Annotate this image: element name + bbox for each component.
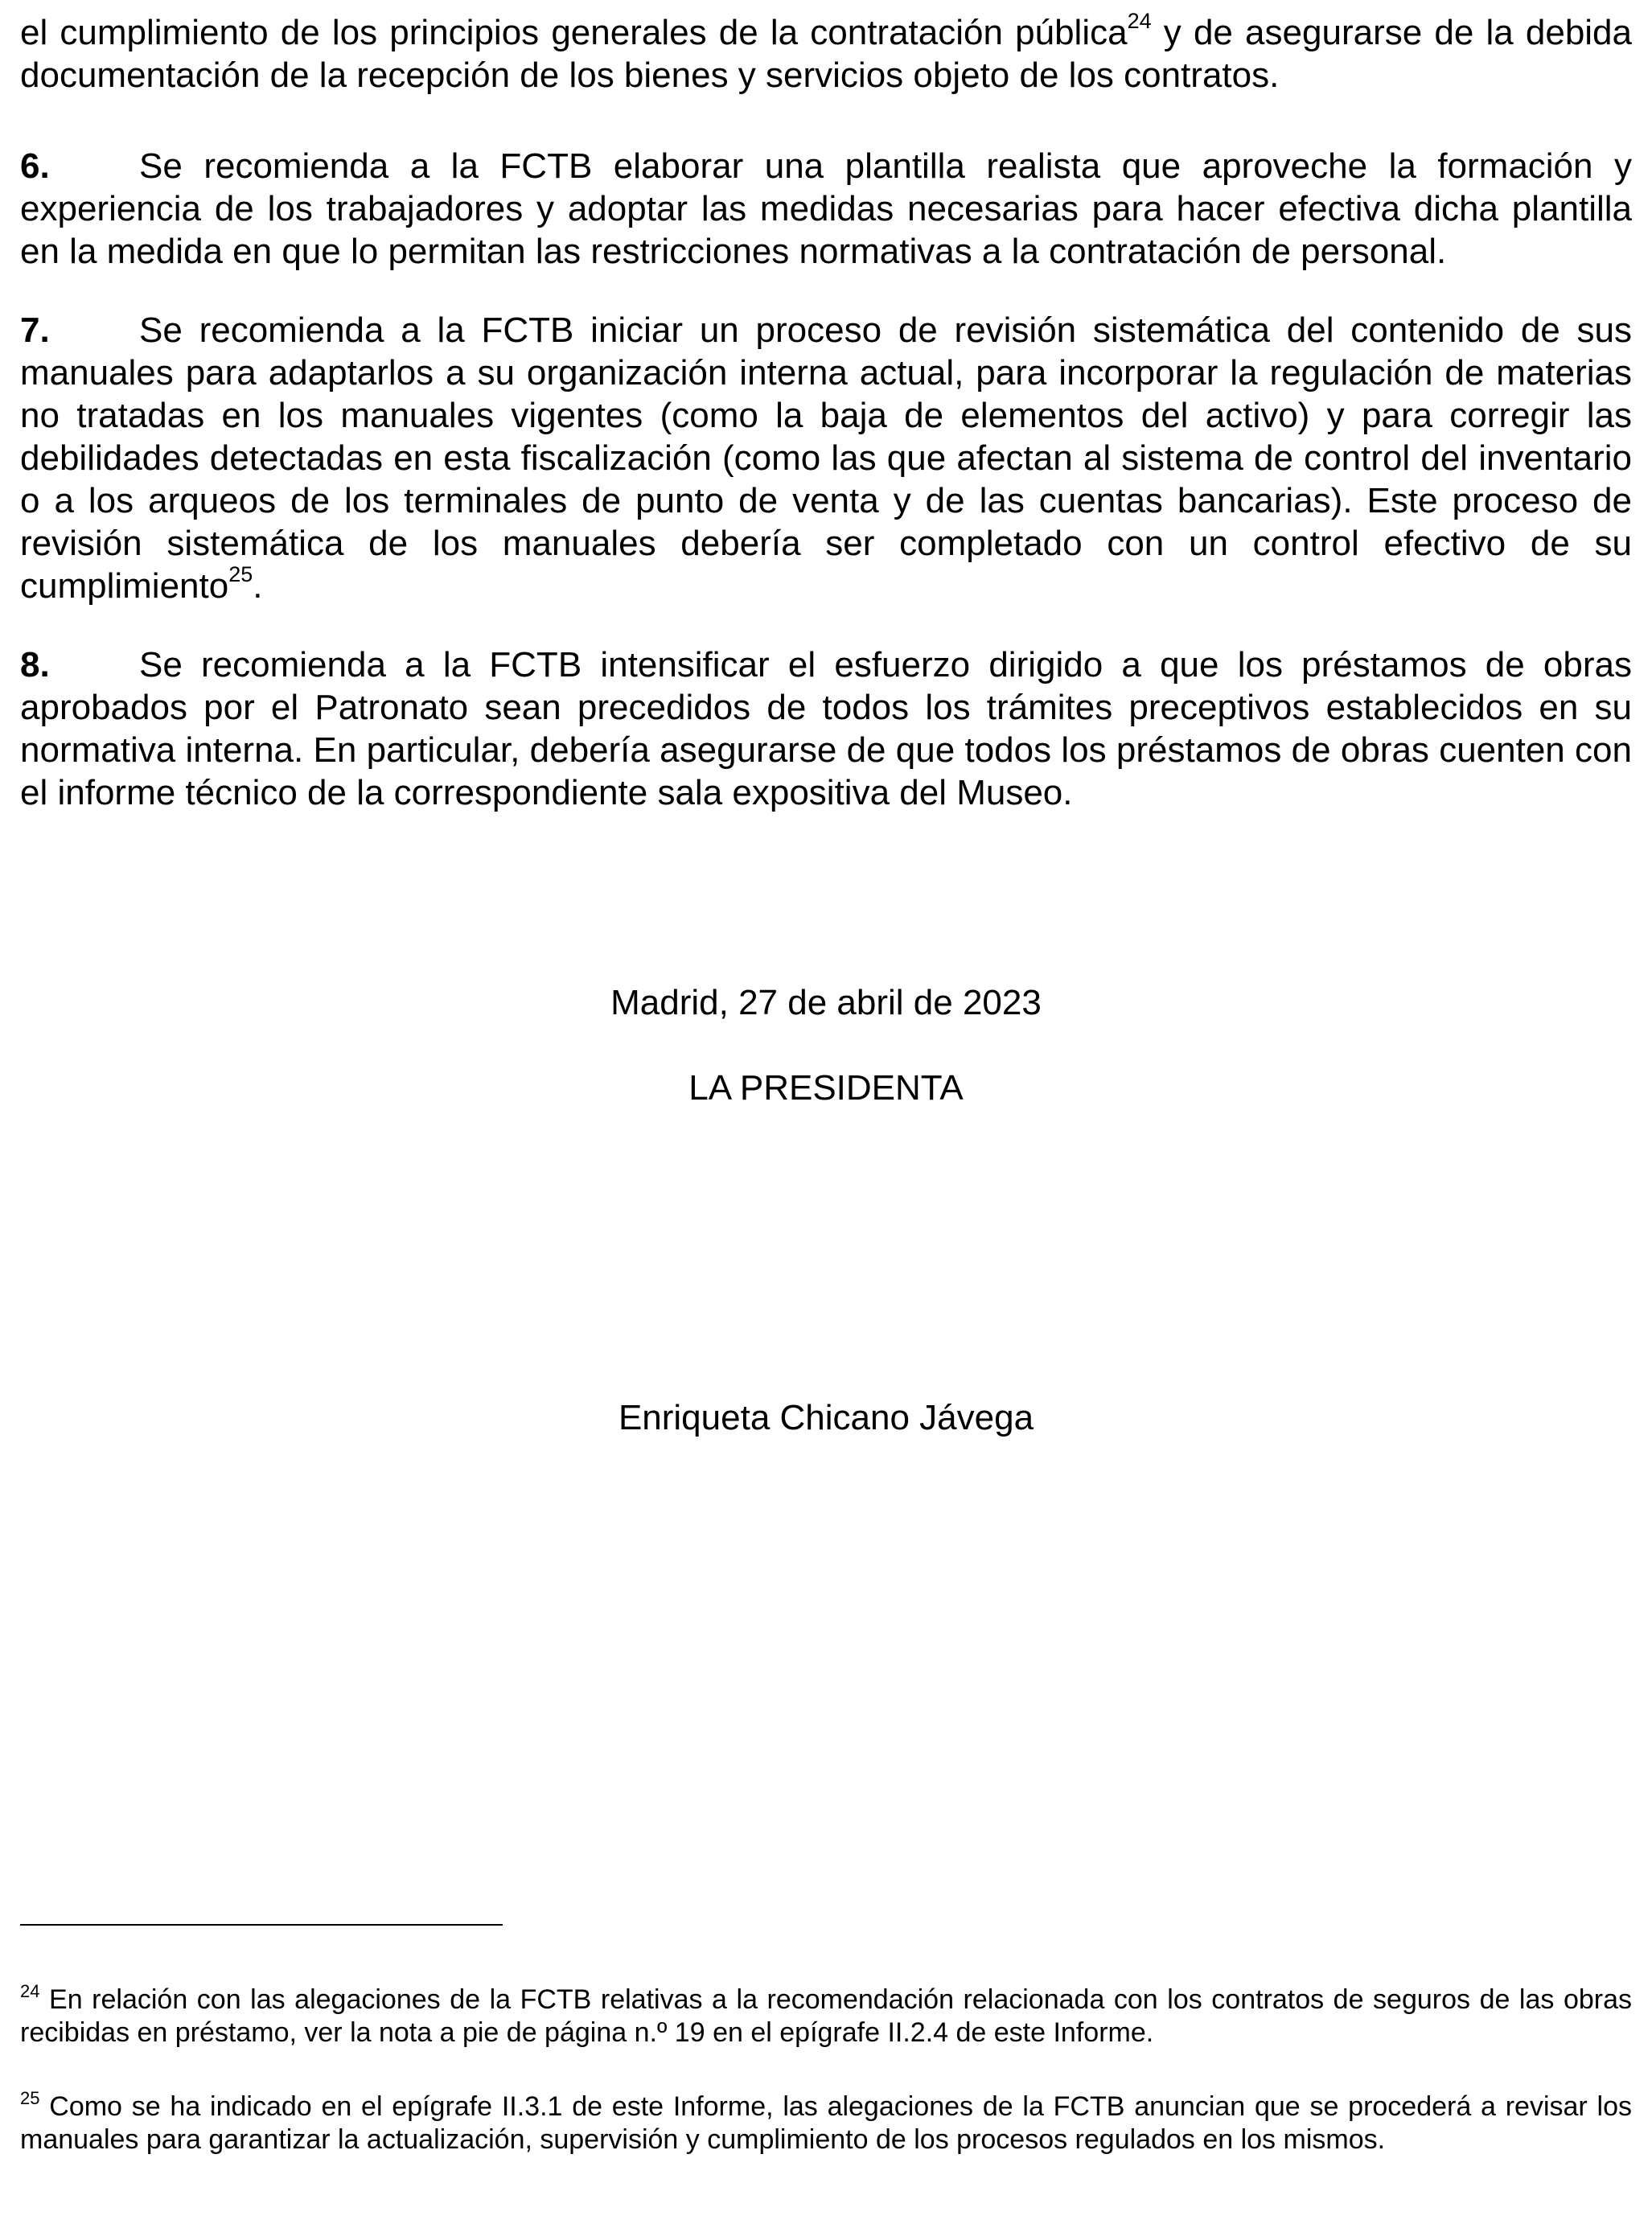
footnote-ref-25[interactable]: 25	[228, 562, 253, 587]
footnote-text: Como se ha indicado en el epígrafe II.3.1 de este Informe, las alegaciones de la FCTB anuncian que se procederá a revisar los manuales para garantizar la actualización, supervisión y cumplimiento de los procesos regulados en los mismos.	[20, 2091, 1632, 2155]
footnote-24	[20, 1980, 1632, 2049]
footnote-marker: 24	[20, 1980, 40, 2001]
recommendation-6	[20, 145, 1632, 273]
continuation-text-after: y de asegurarse de la debida documentación de la recepción de los bienes y servicios objeto de los contratos.	[20, 13, 1633, 95]
recommendation-8	[20, 643, 1632, 814]
footnote-separator	[20, 1924, 503, 1926]
recommendation-number: 7.	[20, 310, 50, 350]
place-date: Madrid, 27 de abril de 2023	[610, 983, 1042, 1022]
recommendation-7	[20, 309, 1632, 607]
recommendation-text: Se recomienda a la FCTB iniciar un proceso de revisión sistemática del contenido de sus manuales para adaptarlos a su organización interna actual, para incorporar la regulación de materias no tratadas en los manuales vigentes (como la baja de elementos del activo) y para corregir las debilidades detectadas en esta fiscalización (como las que afectan al sistema de control del inventario o a los arqueos de los terminales de punto de venta y de las cuentas bancarias). Este proceso de revisión sistemática de los manuales debería ser completado con un control efectivo de su cumplimiento	[20, 310, 1632, 606]
recommendation-text: Se recomienda a la FCTB elaborar una plantilla realista que aproveche la formación y experiencia de los trabajadores y adoptar las medidas necesarias para hacer efectiva dicha plantilla en la medida en que lo permitan las restricciones normativas a la contratación de personal.	[20, 146, 1632, 271]
recommendation-text: Se recomienda a la FCTB intensificar el esfuerzo dirigido a que los préstamos de obras aprobados por el Patronato sean precedidos de todos los trámites preceptivos establecidos en su normativa interna. En particular, debería asegurarse de que todos los préstamos de obras cuenten con el informe técnico de la correspondiente sala expositiva del Museo.	[20, 645, 1632, 812]
continuation-paragraph	[20, 11, 1632, 97]
footnote-25	[20, 2087, 1632, 2156]
signer-name: Enriqueta Chicano Jávega	[618, 1398, 1034, 1437]
footnote-text: En relación con las alegaciones de la FCTB relativas a la recomendación relacionada con los contratos de seguros de las obras recibidas en préstamo, ver la nota a pie de página n.º 19 en el epígrafe II.2.4 de este Informe.	[20, 1984, 1632, 2048]
continuation-text: el cumplimiento de los principios generales de la contratación pública	[20, 13, 1128, 52]
recommendation-number: 8.	[20, 645, 50, 684]
footnote-ref-24[interactable]: 24	[1127, 9, 1152, 34]
signer-role: LA PRESIDENTA	[688, 1068, 964, 1108]
footnote-marker: 25	[20, 2087, 40, 2108]
recommendation-text-end: .	[253, 566, 263, 606]
recommendation-number: 6.	[20, 146, 50, 186]
